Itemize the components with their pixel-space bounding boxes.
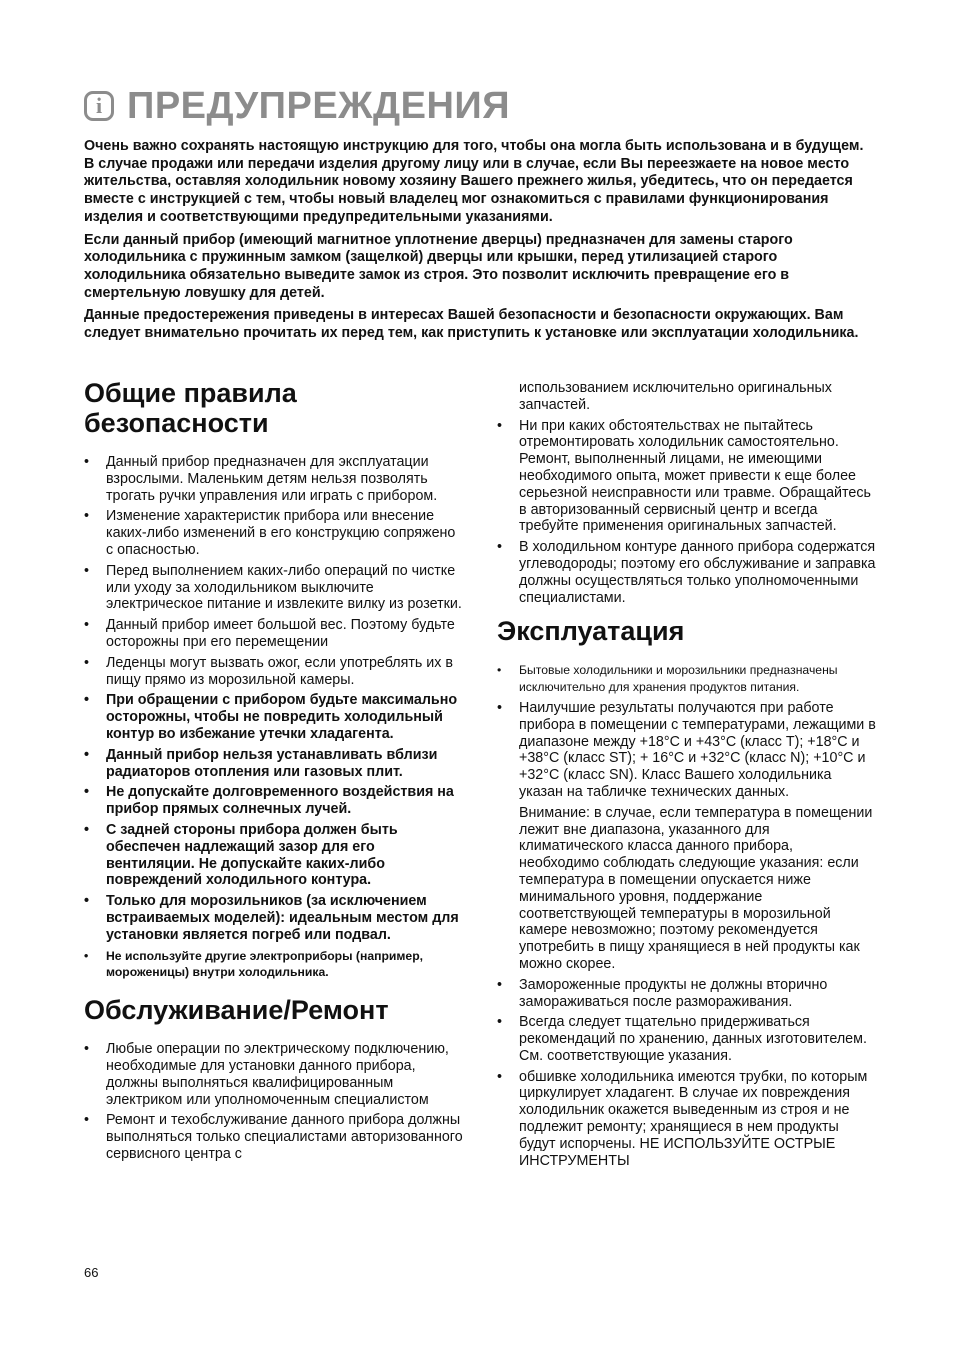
list-item-text: Ремонт и техобслуживание данного прибора должны выполняться только специалистами авторизованного сервисного центра с [106, 1112, 463, 1162]
list-item-text: Данный прибор нельзя устанавливать вблизи радиаторов отопления или газовых плит. [106, 746, 438, 780]
bullet: • [497, 699, 503, 716]
left-column [84, 378, 464, 1167]
list-item-text: Только для морозильников (за исключением встраиваемых моделей): идеальным местом для установки является погреб или подвал. [106, 893, 459, 943]
list-item [84, 655, 464, 689]
list-item-text: обшивке холодильника имеются трубки, по которым циркулирует хладагент. В случае их повреждения холодильник окажется выведенным из строя и не подлежит ремонту; хранящиеся в нем продукты будут испорчены. НЕ ИСПОЛЬЗУЙТЕ ОСТРЫЕ ИНСТРУМЕНТЫ [519, 1068, 868, 1169]
list-item-text: В холодильном контуре данного прибора содержатся углеводороды; поэтому его обслуживание и заправка должны осуществляться только уполномоченными специалистами. [519, 539, 876, 606]
list-item [497, 1069, 877, 1170]
list-item-text: Данный прибор имеет большой вес. Поэтому будьте осторожны при его перемещении [106, 617, 455, 650]
page-title [84, 84, 510, 128]
right-column [497, 380, 877, 1173]
info-icon: i [84, 91, 114, 121]
list-item-text: Данный прибор предназначен для эксплуатации взрослыми. Маленьким детям нельзя позволять трогать ручки управления или играть с прибором. [106, 454, 438, 504]
list-item-text: Леденцы могут вызвать ожог, если употреблять их в пищу прямо из морозильной камеры. [106, 654, 454, 688]
operation-list-continued [497, 977, 877, 1170]
list-item-text: Замороженные продукты не должны вторично замораживаться после размораживания. [519, 976, 828, 1010]
continued-text: использованием исключительно оригинальных запчастей. [519, 380, 832, 413]
list-item [497, 977, 877, 1011]
bullet: • [497, 663, 502, 678]
service-list [84, 1041, 464, 1163]
bullet: • [497, 1014, 503, 1031]
list-item [497, 1014, 877, 1064]
safety-heading-line: Общие правила [84, 378, 297, 408]
list-item-text: С задней стороны прибора должен быть обеспечен надлежащий зазор для его вентиляции. Не допускайте каких-либо повреждений холодильного контура. [106, 821, 398, 889]
list-item [84, 508, 464, 558]
bullet: • [84, 1041, 90, 1058]
bullet: • [84, 784, 90, 801]
list-item-text: Бытовые холодильники и морозильники предназначены исключительно для хранения продуктов питания. [519, 663, 838, 695]
list-item [497, 700, 877, 801]
list-item-text: Наилучшие результаты получаются при работе прибора в помещении с температурами, лежащими в диапазоне между +18°C и +43°C (класс T); +18°C и +38°C (класс ST); + 16°C и +32°C (класс N); +10°C и +32°C (класс SN). Класс Вашего холодильника указан на табличке технических данных. [519, 699, 876, 800]
bullet: • [497, 976, 503, 993]
service-heading: Обслуживание/Ремонт [84, 995, 389, 1026]
list-item [84, 747, 464, 781]
list-item [84, 692, 464, 742]
note-paragraph: Внимание: в случае, если температура в помещении лежит вне диапазона, указанного для климатического класса данного прибора, необходимо соблюдать следующие указания: если температура в помещении опускается ниже минимального уровня, поддержание соответствующей температуры в морозильной камере невозможно; поэтому рекомендуется употребить в пищу хранящиеся в ней продукты как можно скорее. [519, 804, 873, 972]
intro-paragraph: Данные предостережения приведены в интересах Вашей безопасности и безопасности окружающих. Вам следует внимательно прочитать их перед тем, как приступить к установке или эксплуатации холодильника. [84, 307, 859, 342]
bullet: • [84, 948, 89, 963]
list-item-text: Ни при каких обстоятельствах не пытайтесь отремонтировать холодильник самостоятельно. Ремонт, выполненный лицами, не имеющими необходимого опыта, может привести к еще более серьезной неисправности или травме. Обращайтесь в авторизованный сервисный центр и всегда требуйте применения оригинальных запчастей. [519, 417, 871, 535]
list-item [84, 1041, 464, 1108]
bullet: • [84, 893, 90, 910]
list-item-text: Не допускайте долговременного воздействия на прибор прямых солнечных лучей. [106, 784, 454, 818]
operation-list [497, 662, 877, 800]
bullet: • [84, 562, 90, 579]
page-number: 66 [84, 1265, 99, 1280]
list-item [84, 784, 464, 818]
bullet: • [84, 454, 90, 470]
safety-heading [84, 378, 464, 438]
bullet: • [84, 508, 90, 525]
list-item [84, 454, 464, 504]
list-item-text: При обращении с прибором будьте максимально осторожны, чтобы не повредить холодильный контур во избежание утечки хладагента. [106, 692, 458, 742]
list-item [497, 662, 877, 696]
list-item [497, 539, 877, 606]
safety-heading-line: безопасности [84, 408, 269, 438]
list-item [84, 948, 464, 982]
service-list-continued [497, 418, 877, 607]
list-item [84, 822, 464, 889]
bullet: • [84, 821, 90, 838]
page-title-text: ПРЕДУПРЕЖДЕНИЯ [127, 84, 511, 127]
list-item [84, 1112, 464, 1162]
intro-paragraph: Очень важно сохранять настоящую инструкцию для того, чтобы она могла быть использована и в будущем. В случае продажи или передачи изделия другому лицу или в случае, если Вы переезжаете на новое место жительства, оставляя холодильник новому хозяину Вашего прежнего жилья, убедитесь, что он передается вместе с инструкцией с тем, чтобы новый владелец мог ознакомиться с правилами функционирования изделия и соответствующими предупредительными указаниями. [84, 138, 864, 225]
list-item-text: Любые операции по электрическому подключению, необходимые для установки данного прибора, должны выполняться квалифицированным электриком или уполномоченным специалистом [106, 1041, 449, 1108]
list-item-text: Перед выполнением каких-либо операций по чистке или уходу за холодильником выключите электрическое питание и извлеките вилку из розетки. [106, 562, 462, 613]
operation-heading: Эксплуатация [497, 616, 685, 647]
bullet: • [84, 654, 90, 671]
intro-paragraph: Если данный прибор (имеющий магнитное уплотнение дверцы) предназначен для замены старого холодильника с пружинным замком (защелкой) дверцы или крышки, перед утилизацией старого холодильника обязательно выведите замок из строя. Это позволит исключить превращение его в смертельную ловушку для детей. [84, 231, 793, 301]
list-item [497, 418, 877, 536]
list-item [84, 563, 464, 613]
bullet: • [84, 692, 90, 709]
bullet: • [497, 1068, 503, 1085]
list-item [84, 893, 464, 943]
list-item-text: Не используйте другие электроприборы (например, мороженицы) внутри холодильника. [106, 948, 424, 980]
list-item-text: Всегда следует тщательно придерживаться рекомендаций по хранению, данных изготовителем. См. соответствующие указания. [519, 1014, 867, 1064]
list-item [84, 617, 464, 651]
intro-section [84, 138, 874, 348]
safety-list [84, 454, 464, 981]
bullet: • [497, 539, 503, 556]
bullet: • [84, 746, 90, 763]
bullet: • [84, 1112, 90, 1129]
bullet: • [497, 417, 503, 434]
bullet: • [84, 617, 90, 634]
list-item-text: Изменение характеристик прибора или внесение каких-либо изменений в его конструкцию сопряжено с опасностью. [106, 508, 456, 558]
